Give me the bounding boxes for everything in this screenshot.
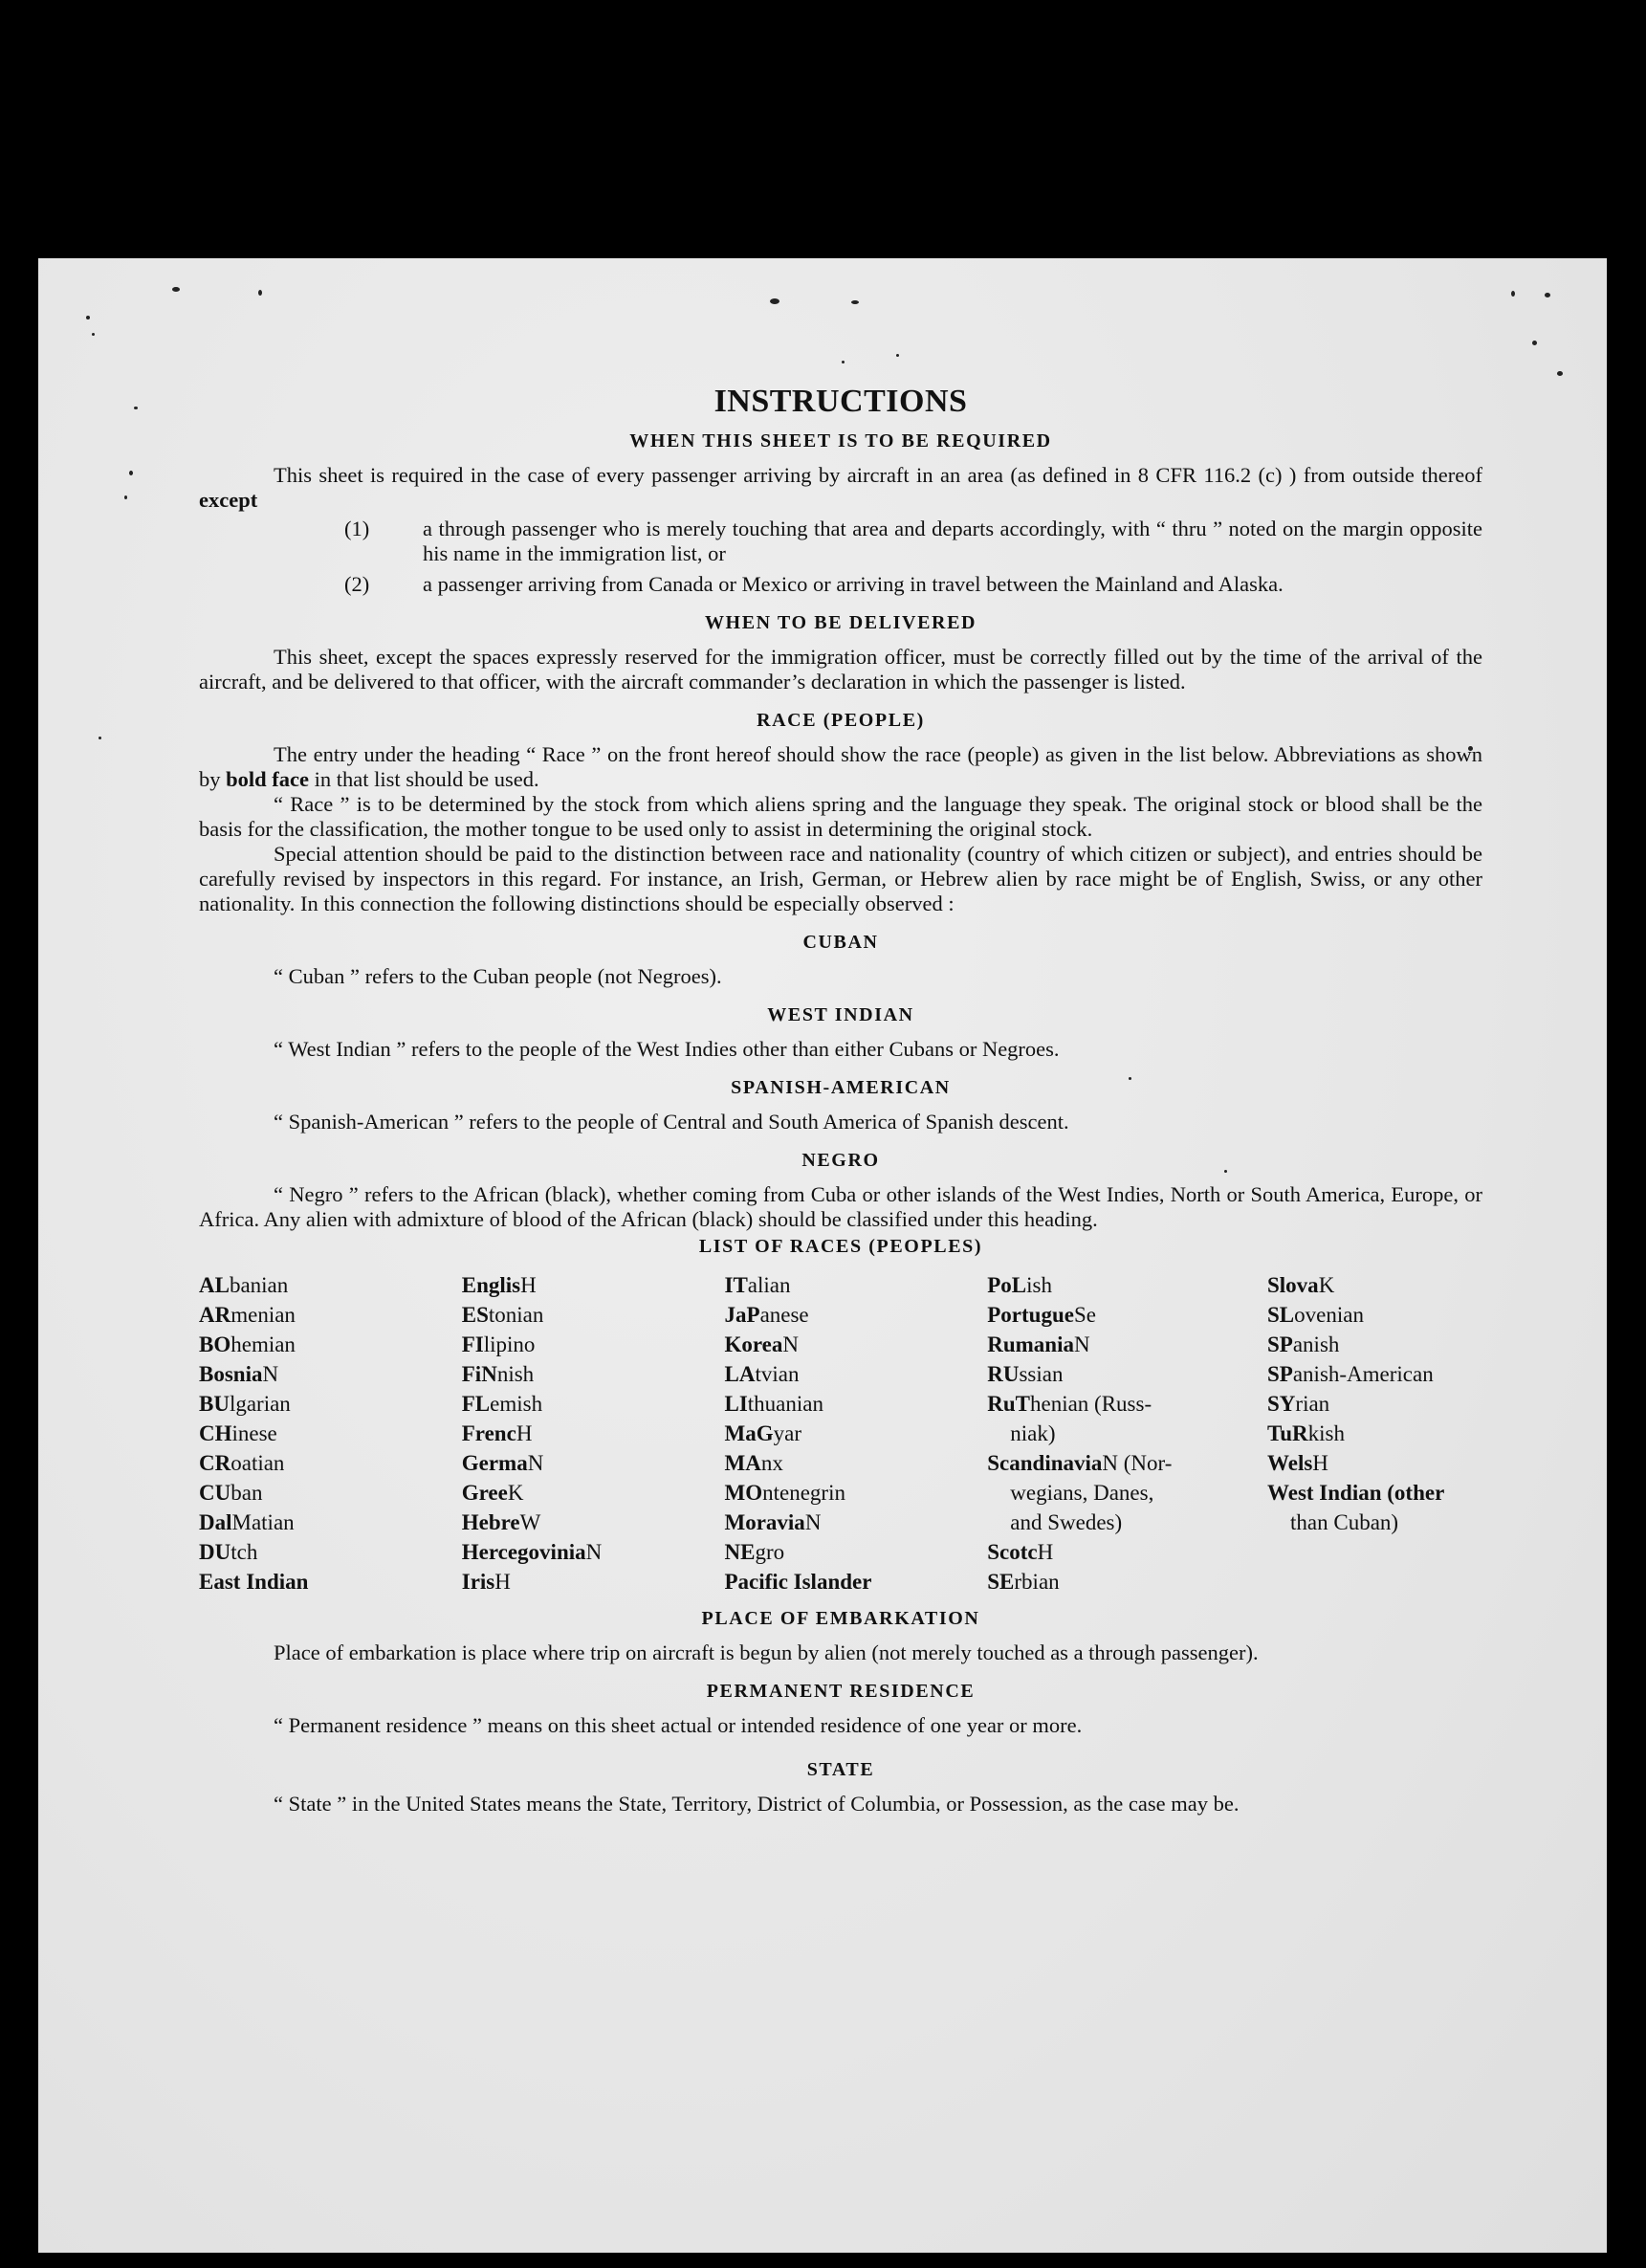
exception-list — [199, 517, 1482, 597]
race-abbrev: CU — [199, 1481, 231, 1505]
race-abbrev: West Indian (other — [1267, 1481, 1445, 1505]
race-abbrev: SE — [987, 1570, 1015, 1594]
when-required-text: This sheet is required in the case of every passenger arriving by aircraft in an area (as defined in 8 CFR 116.2 (c) ) from outside thereof — [274, 463, 1482, 487]
paragraph-state: “ State ” in the United States means the State, Territory, District of Columbia, or Possession, as the case may be. — [274, 1792, 1240, 1816]
exception-text: a passenger arriving from Canada or Mexico or arriving in travel between the Mainland and Alaska. — [423, 572, 1284, 596]
race-rest: wegians, Danes, — [1010, 1481, 1154, 1505]
race-entry — [199, 1537, 428, 1567]
scan-speck — [129, 471, 133, 475]
scan-speck — [896, 354, 899, 357]
paragraph-when-required — [199, 463, 1482, 513]
race-entry — [199, 1359, 428, 1389]
race-abbrev: East Indian — [199, 1570, 309, 1594]
race-entry — [987, 1508, 1234, 1537]
paragraph-race-2: “ Race ” is to be determined by the stock from which aliens spring and the language they speak. The original stock or blood shall be the basis for the classification, the mother tongue to be used only to assist in determining the original stock. — [199, 792, 1482, 841]
race-rest: nish — [496, 1362, 535, 1386]
race-abbrev: RuT — [987, 1392, 1030, 1416]
race-rest: H — [494, 1570, 511, 1594]
race-rest: anese — [759, 1303, 809, 1327]
paragraph-west-indian: “ West Indian ” refers to the people of the West Indies other than either Cubans or Negroes. — [274, 1037, 1060, 1061]
race-rest: N (Nor- — [1102, 1451, 1173, 1475]
race-rest: N — [262, 1362, 279, 1386]
race-rest: ssian — [1019, 1362, 1064, 1386]
race-rest: nx — [760, 1451, 783, 1475]
race-rest: N — [1074, 1332, 1090, 1356]
race-rest: lgarian — [229, 1392, 291, 1416]
paragraph-spanish-american: “ Spanish-American ” refers to the people of Central and South America of Spanish descent. — [274, 1110, 1069, 1134]
exception-item-1 — [199, 517, 1482, 566]
race-abbrev: Pacific Islander — [724, 1570, 872, 1594]
races-column — [987, 1270, 1234, 1596]
race-entry — [1267, 1508, 1482, 1537]
race-rest: yar — [773, 1421, 801, 1445]
heading-embarkation: PLACE OF EMBARKATION — [701, 1608, 980, 1629]
scan-speck — [1532, 341, 1537, 345]
race-abbrev: Hebre — [461, 1510, 520, 1534]
scan-speck — [124, 495, 127, 499]
scan-speck — [851, 300, 859, 304]
race-rest: ovenian — [1294, 1303, 1364, 1327]
race-abbrev: MO — [724, 1481, 763, 1505]
race-rest: oatian — [230, 1451, 285, 1475]
heading-race: RACE (PEOPLE) — [757, 710, 925, 731]
race-rest: ban — [230, 1481, 263, 1505]
races-table — [199, 1270, 1482, 1596]
race-rest: anish — [1292, 1332, 1340, 1356]
race-rest: hemian — [230, 1332, 296, 1356]
race-abbrev: Englis — [461, 1273, 521, 1297]
race-abbrev: AR — [199, 1303, 231, 1327]
race-rest: inese — [231, 1421, 277, 1445]
race-rest: gro — [755, 1540, 785, 1564]
race-abbrev: FL — [461, 1392, 491, 1416]
race-rest: anish-American — [1292, 1362, 1434, 1386]
scan-speck — [770, 298, 779, 304]
scan-speck — [842, 361, 845, 363]
exception-number: (2) — [344, 572, 370, 596]
race-entry — [987, 1567, 1234, 1596]
race-abbrev: Hercegovinia — [461, 1540, 586, 1564]
race-entry — [1267, 1419, 1482, 1448]
races-column — [462, 1270, 691, 1596]
race-rest: thuanian — [747, 1392, 823, 1416]
race-rest: emish — [490, 1392, 543, 1416]
race-abbrev: Moravia — [724, 1510, 805, 1534]
scan-speck — [134, 407, 138, 409]
heading-list-of-races: LIST OF RACES (PEOPLES) — [698, 1236, 983, 1257]
race-entry — [1267, 1359, 1482, 1389]
race-rest: rbian — [1014, 1570, 1060, 1594]
scan-speck — [1545, 293, 1550, 297]
race-abbrev: CH — [199, 1421, 232, 1445]
race-entry — [199, 1419, 428, 1448]
exception-number: (1) — [344, 517, 370, 540]
race-entry — [987, 1300, 1234, 1330]
race-entry — [462, 1478, 691, 1508]
race-abbrev: Wels — [1267, 1451, 1313, 1475]
race-entry — [462, 1508, 691, 1537]
paragraph-race-3: Special attention should be paid to the distinction between race and nationality (country of which citizen or subject), and entries should be carefully revised by inspectors in this regard. For instance, an Irish, German, or Hebrew alien by race might be of English, Swiss, or any other nationality. In this connection the following distinctions should be especially observed : — [199, 842, 1482, 915]
race-rest: H — [516, 1421, 533, 1445]
scan-speck — [86, 316, 90, 319]
race-abbrev: BO — [199, 1332, 231, 1356]
heading-negro: NEGRO — [801, 1150, 880, 1171]
race-entry — [725, 1448, 955, 1478]
when-required-except: except — [199, 488, 258, 512]
race-rest: N — [585, 1540, 603, 1564]
race-entry — [725, 1508, 955, 1537]
race-rest: kish — [1307, 1421, 1345, 1445]
race-abbrev: RU — [987, 1362, 1020, 1386]
race-entry — [725, 1419, 955, 1448]
exception-item-2 — [199, 572, 1482, 597]
scan-speck — [1511, 291, 1515, 297]
race-abbrev: MA — [724, 1451, 761, 1475]
race-rest: N — [527, 1451, 544, 1475]
race-abbrev: Korea — [724, 1332, 783, 1356]
exception-text: a through passenger who is merely touching that area and departs accordingly, with “ thru ” noted on the margin opposite his name in the immigration list, or — [423, 517, 1482, 565]
race-entry — [1267, 1389, 1482, 1419]
race-text-bold: bold face — [226, 767, 309, 791]
race-entry — [1267, 1330, 1482, 1359]
race-rest: alian — [747, 1273, 791, 1297]
race-abbrev: SP — [1267, 1332, 1293, 1356]
race-abbrev: FI — [461, 1332, 484, 1356]
heading-cuban: CUBAN — [802, 932, 879, 953]
race-rest: than Cuban) — [1290, 1510, 1399, 1534]
race-rest: niak) — [1010, 1421, 1056, 1445]
race-entry — [1267, 1300, 1482, 1330]
race-entry — [462, 1389, 691, 1419]
race-abbrev: SL — [1267, 1303, 1295, 1327]
race-entry — [725, 1359, 955, 1389]
race-abbrev: Scotc — [987, 1540, 1038, 1564]
race-rest: Matian — [231, 1510, 295, 1534]
race-abbrev: LI — [724, 1392, 748, 1416]
race-entry — [725, 1300, 955, 1330]
race-abbrev: Rumania — [987, 1332, 1074, 1356]
race-entry — [987, 1389, 1234, 1419]
races-column — [725, 1270, 955, 1596]
race-rest: ntenegrin — [762, 1481, 845, 1505]
race-entry — [462, 1300, 691, 1330]
race-rest: N — [804, 1510, 822, 1534]
race-rest: tonian — [488, 1303, 544, 1327]
race-entry — [462, 1419, 691, 1448]
race-abbrev: Scandinavia — [987, 1451, 1103, 1475]
race-rest: Se — [1073, 1303, 1096, 1327]
race-entry — [199, 1389, 428, 1419]
race-entry — [199, 1448, 428, 1478]
race-abbrev: ES — [461, 1303, 489, 1327]
race-abbrev: FiN — [461, 1362, 497, 1386]
races-column — [1267, 1270, 1482, 1596]
race-rest: banian — [229, 1273, 289, 1297]
race-rest: W — [519, 1510, 541, 1534]
race-entry — [1267, 1270, 1482, 1300]
race-rest: tch — [230, 1540, 258, 1564]
race-abbrev: IT — [724, 1273, 748, 1297]
race-entry — [199, 1300, 428, 1330]
race-abbrev: Iris — [461, 1570, 495, 1594]
paragraph-residence: “ Permanent residence ” means on this sheet actual or intended residence of one year or more. — [274, 1713, 1083, 1737]
race-rest: H — [1037, 1540, 1054, 1564]
race-abbrev: Germa — [461, 1451, 528, 1475]
race-abbrev: Gree — [461, 1481, 508, 1505]
scan-speck — [172, 287, 180, 292]
paragraph-cuban: “ Cuban ” refers to the Cuban people (not Negroes). — [274, 964, 722, 988]
race-abbrev: TuR — [1267, 1421, 1308, 1445]
race-entry — [462, 1448, 691, 1478]
race-abbrev: MaG — [724, 1421, 774, 1445]
scan-speck — [258, 290, 262, 296]
race-rest: N — [782, 1332, 800, 1356]
race-entry — [987, 1359, 1234, 1389]
race-entry — [725, 1389, 955, 1419]
race-entry — [725, 1330, 955, 1359]
race-abbrev: NE — [724, 1540, 756, 1564]
instructions-body — [199, 383, 1482, 1817]
race-rest: K — [507, 1481, 524, 1505]
race-entry — [462, 1270, 691, 1300]
race-entry — [1267, 1448, 1482, 1478]
race-entry — [199, 1508, 428, 1537]
race-entry — [462, 1567, 691, 1596]
race-rest: and Swedes) — [1010, 1510, 1123, 1534]
race-entry — [462, 1359, 691, 1389]
paragraph-race-1 — [199, 742, 1482, 792]
heading-west-indian: WEST INDIAN — [767, 1004, 914, 1025]
race-entry — [987, 1270, 1234, 1300]
race-abbrev: AL — [199, 1273, 230, 1297]
races-column — [199, 1270, 428, 1596]
race-rest: tvian — [755, 1362, 800, 1386]
scan-speck — [92, 333, 95, 336]
race-text-b: in that list should be used. — [314, 767, 539, 791]
race-rest: ish — [1026, 1273, 1052, 1297]
race-abbrev: LA — [724, 1362, 756, 1386]
race-abbrev: CR — [199, 1451, 231, 1475]
race-abbrev: SY — [1267, 1392, 1296, 1416]
race-rest: H — [1312, 1451, 1328, 1475]
race-abbrev: JaP — [724, 1303, 760, 1327]
race-rest: rian — [1295, 1392, 1330, 1416]
race-entry — [987, 1330, 1234, 1359]
race-abbrev: Dal — [199, 1510, 232, 1534]
scan-speck — [99, 737, 101, 739]
race-entry — [199, 1478, 428, 1508]
race-rest: henian (Russ- — [1030, 1392, 1152, 1416]
race-entry — [987, 1478, 1234, 1508]
race-abbrev: PoL — [987, 1273, 1027, 1297]
heading-spanish-american: SPANISH-AMERICAN — [731, 1077, 951, 1098]
race-entry — [1267, 1478, 1482, 1508]
heading-when-delivered: WHEN TO BE DELIVERED — [704, 612, 977, 633]
race-entry — [462, 1537, 691, 1567]
race-entry — [462, 1330, 691, 1359]
race-abbrev: DU — [199, 1540, 231, 1564]
race-entry — [199, 1567, 428, 1596]
paragraph-when-delivered: This sheet, except the spaces expressly reserved for the immigration officer, must be correctly filled out by the time of the arrival of the aircraft, and be delivered to that officer, with the aircraft commander’s declaration in which the passenger is listed. — [199, 645, 1482, 694]
heading-residence: PERMANENT RESIDENCE — [706, 1681, 976, 1702]
race-rest: H — [520, 1273, 537, 1297]
heading-state: STATE — [806, 1759, 875, 1780]
race-abbrev: Slova — [1267, 1273, 1319, 1297]
document-page — [38, 258, 1607, 2253]
race-entry — [987, 1537, 1234, 1567]
race-rest: lipino — [483, 1332, 536, 1356]
paragraph-embarkation: Place of embarkation is place where trip on aircraft is begun by alien (not merely touched as a through passenger). — [274, 1640, 1259, 1664]
race-rest: menian — [230, 1303, 296, 1327]
race-entry — [199, 1270, 428, 1300]
page-title: INSTRUCTIONS — [713, 384, 968, 419]
race-entry — [725, 1537, 955, 1567]
race-text-a: The entry under the heading “ Race ” on the front hereof should show the race (people) as given in the list below. Abbreviations as shown by — [199, 742, 1482, 791]
race-abbrev: Frenc — [461, 1421, 516, 1445]
race-entry — [987, 1419, 1234, 1448]
race-entry — [725, 1270, 955, 1300]
race-entry — [199, 1330, 428, 1359]
paragraph-negro: “ Negro ” refers to the African (black), whether coming from Cuba or other islands of the West Indies, North or South America, Europe, or Africa. Any alien with admixture of blood of the African (black) should be classified under this heading. — [199, 1182, 1482, 1231]
race-abbrev: Bosnia — [199, 1362, 263, 1386]
race-entry — [725, 1478, 955, 1508]
heading-when-required: WHEN THIS SHEET IS TO BE REQUIRED — [629, 430, 1052, 451]
scan-speck — [1557, 371, 1563, 376]
race-entry — [987, 1448, 1234, 1478]
race-entry — [725, 1567, 955, 1596]
race-abbrev: SP — [1267, 1362, 1293, 1386]
race-abbrev: Portugue — [987, 1303, 1074, 1327]
race-abbrev: BU — [199, 1392, 230, 1416]
race-rest: K — [1318, 1273, 1335, 1297]
